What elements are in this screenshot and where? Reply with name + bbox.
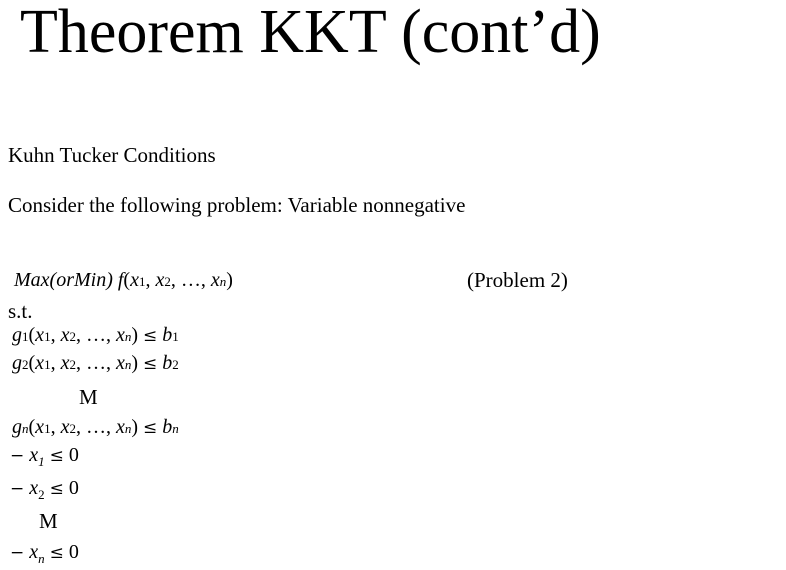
- vertical-dots-2: M: [39, 509, 58, 533]
- objective-f: f: [117, 269, 124, 291]
- vertical-dots: M: [79, 385, 98, 409]
- subtitle: Kuhn Tucker Conditions: [8, 143, 216, 167]
- subject-to-label: s.t.: [8, 299, 33, 323]
- constraint-g2: g2(x1, x2, …, xn) ≤ b2: [12, 352, 179, 374]
- nonneg-x2: − $x_2 \le 0$: [10, 477, 79, 502]
- nonneg-x1: − $x_1 \le 0$: [10, 444, 79, 469]
- objective-fn: Max(orMin): [14, 269, 113, 291]
- nonneg-xn: − $x_n \le 0$: [10, 541, 79, 566]
- constraint-g1: g1(x1, x2, …, xn) ≤ b1: [12, 324, 179, 346]
- problem-label: (Problem 2): [467, 268, 568, 292]
- objective-formula: Max(orMin) f(x1, x2, …, xn): [14, 269, 233, 291]
- intro-text: Consider the following problem: Variable nonnegative: [8, 193, 466, 217]
- constraint-gn: gn(x1, x2, …, xn) ≤ bn: [12, 416, 179, 438]
- slide-title: Theorem KKT (cont’d): [20, 0, 601, 66]
